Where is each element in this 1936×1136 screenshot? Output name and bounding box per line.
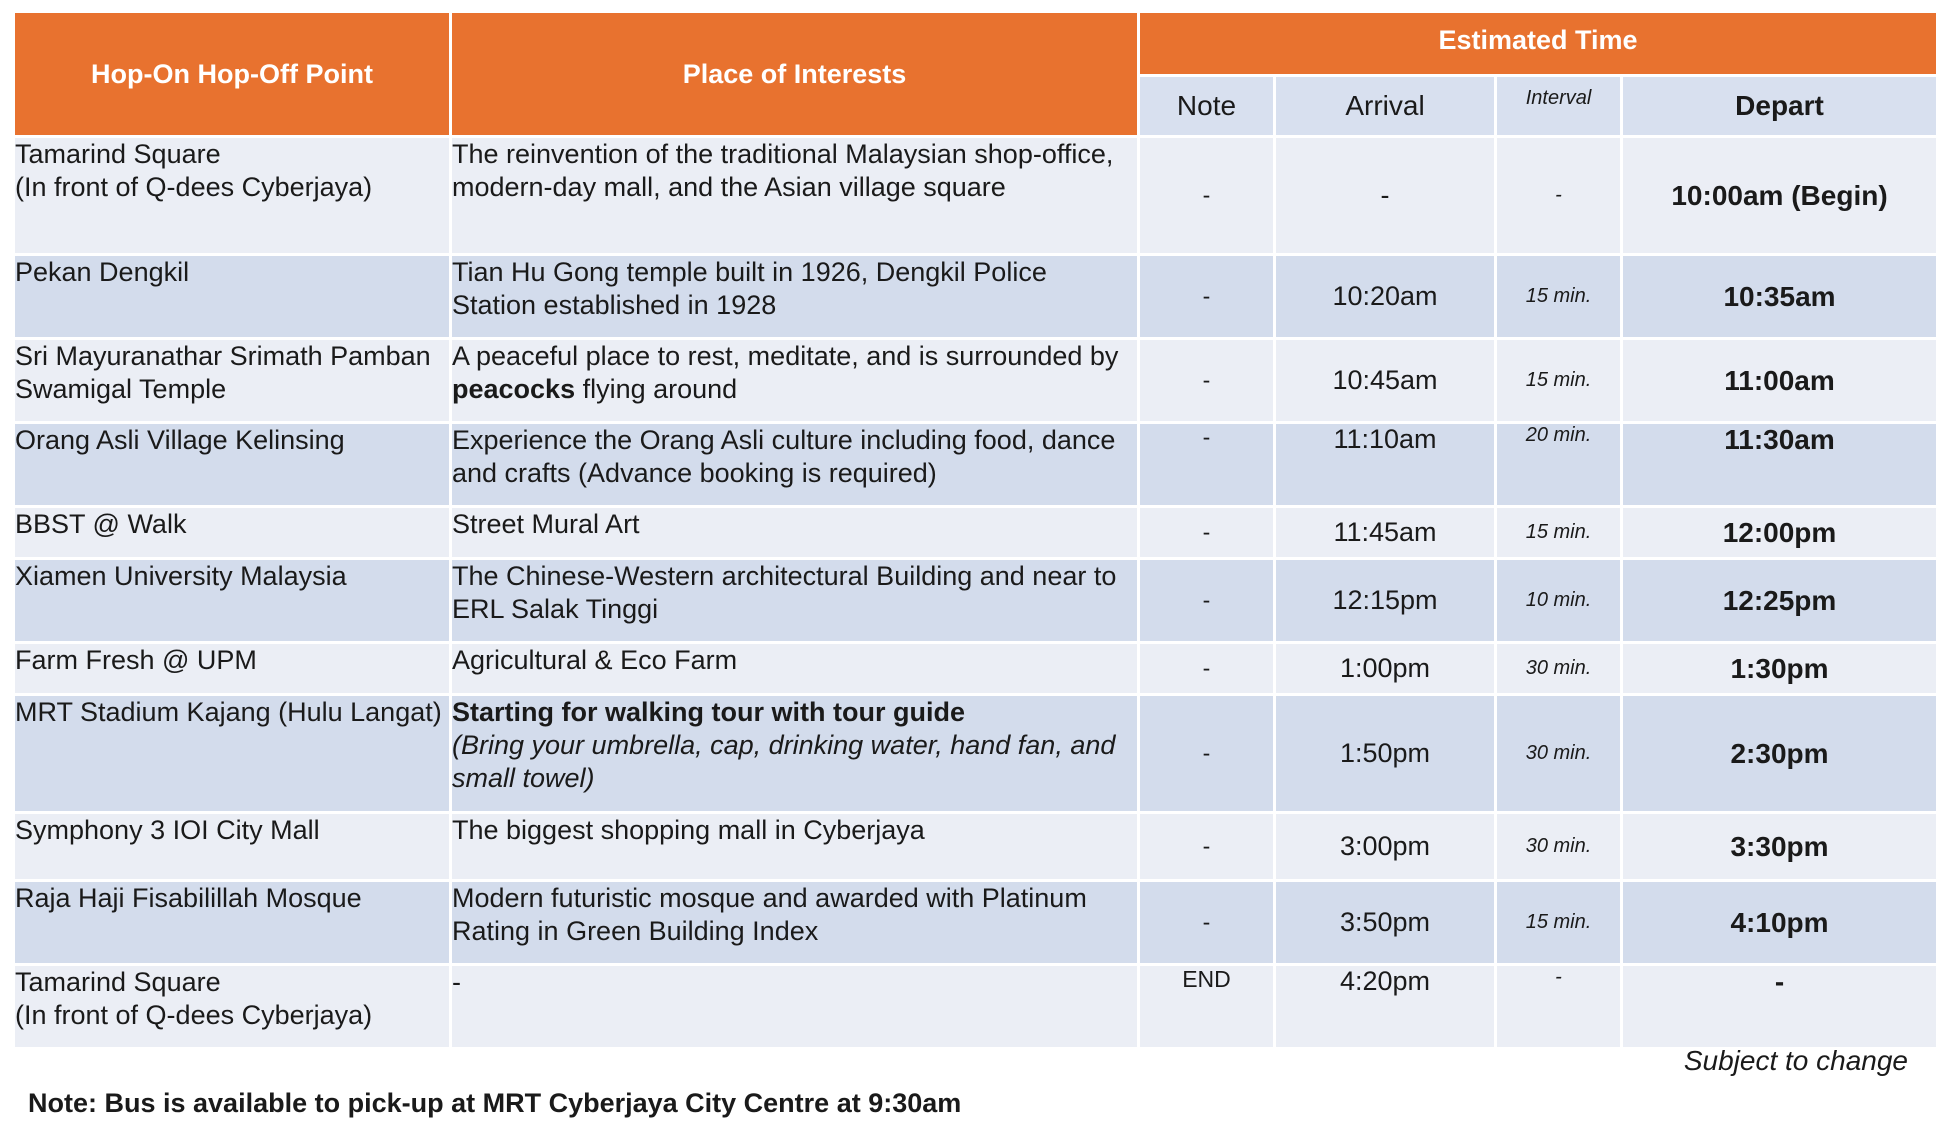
place-cell: Street Mural Art <box>451 507 1139 559</box>
table-row <box>14 137 1936 255</box>
place-cell: Experience the Orang Asli culture including food, dance and crafts (Advance booking is required) <box>451 423 1139 507</box>
interval-cell: 15 min. <box>1496 881 1622 965</box>
point-cell <box>14 137 451 255</box>
header-arrival: Arrival <box>1275 76 1496 137</box>
table-row <box>14 813 1936 881</box>
header-place-of-interests: Place of Interests <box>451 12 1139 137</box>
point-cell: Sri Mayuranathar Srimath Pamban Swamigal Temple <box>14 339 451 423</box>
place-cell: - <box>451 965 1139 1049</box>
arrival-cell: 11:10am <box>1275 423 1496 507</box>
place-cell: The Chinese-Western architectural Building and near to ERL Salak Tinggi <box>451 559 1139 643</box>
depart-cell: 10:35am <box>1622 255 1936 339</box>
note-cell: - <box>1139 559 1275 643</box>
arrival-cell: 3:00pm <box>1275 813 1496 881</box>
place-cell: The reinvention of the traditional Malaysian shop-office, modern-day mall, and the Asian village square <box>451 137 1139 255</box>
depart-cell: 2:30pm <box>1622 695 1936 813</box>
depart-cell: - <box>1622 965 1936 1049</box>
table-row <box>14 881 1936 965</box>
place-cell <box>451 339 1139 423</box>
arrival-cell: 11:45am <box>1275 507 1496 559</box>
note-cell: - <box>1139 813 1275 881</box>
arrival-cell: 10:45am <box>1275 339 1496 423</box>
header-estimated-time: Estimated Time <box>1139 12 1936 76</box>
place-text-end: flying around <box>575 374 738 404</box>
point-cell: Raja Haji Fisabilillah Mosque <box>14 881 451 965</box>
interval-cell: 30 min. <box>1496 813 1622 881</box>
arrival-cell: 12:15pm <box>1275 559 1496 643</box>
arrival-cell: 1:00pm <box>1275 643 1496 695</box>
note-cell: - <box>1139 255 1275 339</box>
table-row <box>14 695 1936 813</box>
depart-cell: 3:30pm <box>1622 813 1936 881</box>
interval-cell: 15 min. <box>1496 507 1622 559</box>
interval-cell: 15 min. <box>1496 255 1622 339</box>
table-row <box>14 507 1936 559</box>
note-cell: END <box>1139 965 1275 1049</box>
depart-cell: 11:30am <box>1622 423 1936 507</box>
subject-to-change-note: Subject to change <box>1683 1045 1908 1076</box>
interval-cell: 30 min. <box>1496 643 1622 695</box>
note-cell: - <box>1139 137 1275 255</box>
place-text: A peaceful place to rest, meditate, and is surrounded by <box>452 341 1119 371</box>
table-row <box>14 965 1936 1049</box>
interval-cell: - <box>1496 965 1622 1049</box>
note-cell: - <box>1139 643 1275 695</box>
interval-cell: 20 min. <box>1496 423 1622 507</box>
place-cell: Modern futuristic mosque and awarded with Platinum Rating in Green Building Index <box>451 881 1139 965</box>
header-depart: Depart <box>1622 76 1936 137</box>
interval-cell: 30 min. <box>1496 695 1622 813</box>
header-note: Note <box>1139 76 1275 137</box>
header-hop-point: Hop-On Hop-Off Point <box>14 12 451 137</box>
place-cell: The biggest shopping mall in Cyberjaya <box>451 813 1139 881</box>
interval-cell: - <box>1496 137 1622 255</box>
depart-cell: 12:00pm <box>1622 507 1936 559</box>
depart-cell: 10:00am (Begin) <box>1622 137 1936 255</box>
point-cell: Symphony 3 IOI City Mall <box>14 813 451 881</box>
point-cell: BBST @ Walk <box>14 507 451 559</box>
place-cell <box>451 695 1139 813</box>
depart-cell: 11:00am <box>1622 339 1936 423</box>
header-interval: Interval <box>1496 76 1622 137</box>
point-cell: MRT Stadium Kajang (Hulu Langat) <box>14 695 451 813</box>
table-row <box>14 255 1936 339</box>
point-subtitle: (In front of Q-dees Cyberjaya) <box>15 172 373 202</box>
note-cell: - <box>1139 695 1275 813</box>
depart-cell: 4:10pm <box>1622 881 1936 965</box>
schedule-table <box>12 10 1936 1050</box>
pickup-footnote: Note: Bus is available to pick-up at MRT Cyberjaya City Centre at 9:30am <box>28 1088 962 1118</box>
arrival-cell: 3:50pm <box>1275 881 1496 965</box>
table-row <box>14 339 1936 423</box>
note-cell: - <box>1139 881 1275 965</box>
arrival-cell: 10:20am <box>1275 255 1496 339</box>
point-cell: Xiamen University Malaysia <box>14 559 451 643</box>
point-cell: Pekan Dengkil <box>14 255 451 339</box>
table-row <box>14 559 1936 643</box>
place-cell: Agricultural & Eco Farm <box>451 643 1139 695</box>
arrival-cell: 4:20pm <box>1275 965 1496 1049</box>
arrival-cell: - <box>1275 137 1496 255</box>
schedule-table-wrapper <box>12 10 1936 1050</box>
arrival-cell: 1:50pm <box>1275 695 1496 813</box>
point-name: Tamarind Square <box>15 967 221 997</box>
interval-cell: 10 min. <box>1496 559 1622 643</box>
point-subtitle: (In front of Q-dees Cyberjaya) <box>15 1000 373 1030</box>
point-cell: Orang Asli Village Kelinsing <box>14 423 451 507</box>
note-cell: - <box>1139 339 1275 423</box>
place-heading: Starting for walking tour with tour guide <box>452 697 965 727</box>
table-row <box>14 643 1936 695</box>
place-advice: (Bring your umbrella, cap, drinking water, hand fan, and small towel) <box>452 730 1116 793</box>
point-name: Tamarind Square <box>15 139 221 169</box>
depart-cell: 12:25pm <box>1622 559 1936 643</box>
depart-cell: 1:30pm <box>1622 643 1936 695</box>
note-cell: - <box>1139 423 1275 507</box>
place-cell: Tian Hu Gong temple built in 1926, Dengkil Police Station established in 1928 <box>451 255 1139 339</box>
note-cell: - <box>1139 507 1275 559</box>
table-row <box>14 423 1936 507</box>
point-cell <box>14 965 451 1049</box>
point-cell: Farm Fresh @ UPM <box>14 643 451 695</box>
place-emphasis: peacocks <box>452 374 576 404</box>
interval-cell: 15 min. <box>1496 339 1622 423</box>
